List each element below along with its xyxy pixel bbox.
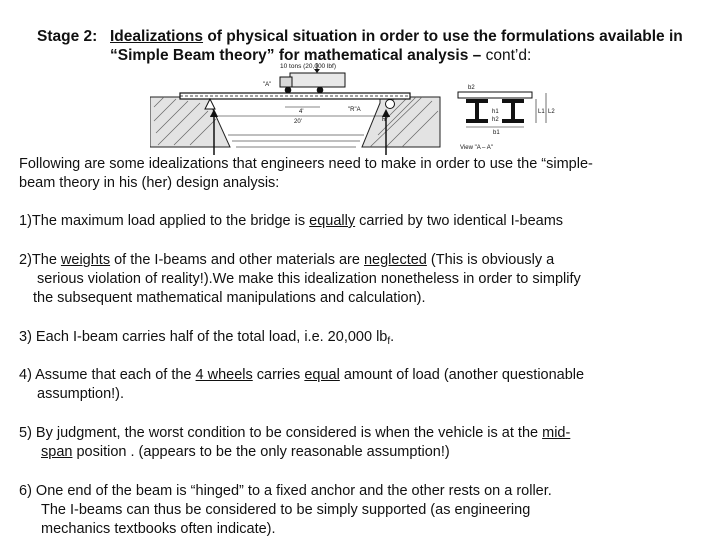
- bridge-figure: [150, 63, 560, 155]
- reaction-a: "R"A: [348, 107, 361, 113]
- item-5-line-2: [19, 443, 570, 462]
- item-3-subscript: f: [387, 336, 391, 347]
- item-2-text-end: (This is obviously a: [426, 252, 555, 268]
- item-1-emphasis: equally: [309, 213, 356, 229]
- stage-label: Stage 2:: [37, 28, 98, 45]
- item-2-line-2: serious violation of reality!).We make this idealization nonetheless in order to simplify: [37, 271, 581, 287]
- item-5-text-end: position . (appears to be the only reasonable assumption!): [72, 444, 450, 460]
- slide-title: [37, 27, 717, 65]
- item-4-wheels: 4 wheels: [195, 367, 253, 383]
- item-4-line-2: assumption!).: [37, 386, 125, 402]
- item-2-weights: weights: [60, 252, 111, 268]
- truck-cab: [280, 77, 292, 87]
- title-line-2-main: “Simple Beam theory” for mathematical analysis –: [110, 47, 486, 64]
- item-4-text-end: amount of load (another questionable: [339, 367, 585, 383]
- item-2-line-3: the subsequent mathematical manipulations and calculation).: [33, 290, 426, 306]
- item-1: [19, 212, 563, 231]
- roller-support: [386, 100, 395, 109]
- dim-a-label: "A": [263, 82, 272, 88]
- dim-b1: b1: [493, 130, 500, 136]
- item-2-neglected: neglected: [363, 252, 427, 268]
- item-4-line-1: [19, 366, 584, 385]
- title-line-1-rest: of physical situation in order to use the formulations available in: [203, 28, 683, 45]
- item-6: [19, 482, 552, 539]
- truck-wheel-rear: [317, 87, 324, 94]
- title-idealizations: Idealizations: [110, 28, 204, 45]
- dim-h1: h1: [492, 109, 499, 115]
- left-bank: [150, 97, 230, 147]
- item-2-text: 2)The: [19, 252, 61, 268]
- item-5-line-1: [19, 424, 570, 443]
- item-4-equal: equal: [304, 367, 340, 383]
- item-5: [19, 424, 570, 462]
- item-5-span: span: [41, 444, 73, 460]
- water-lines: [228, 135, 364, 147]
- item-6-line-3: mechanics textbooks often indicate).: [41, 521, 276, 537]
- item-1-text: 1)The maximum load applied to the bridge is: [19, 213, 310, 229]
- dim-h2: h2: [492, 117, 499, 123]
- dim-4-label: 4': [299, 109, 304, 115]
- item-4: [19, 366, 584, 404]
- title-line-1: [37, 27, 717, 46]
- dim-l1: L1: [538, 109, 545, 115]
- truck-body: [290, 73, 345, 87]
- item-5-text: 5) By judgment, the worst condition to be considered is when the vehicle is at the: [19, 425, 543, 441]
- intro-paragraph: [19, 155, 593, 193]
- dim-20-label: 20': [294, 119, 302, 125]
- item-1-text-end: carried by two identical I-beams: [355, 213, 564, 229]
- intro-line-1: Following are some idealizations that engineers need to make in order to use the “simple-: [19, 156, 593, 172]
- title-contd: cont’d:: [485, 47, 532, 64]
- dim-l2: L2: [548, 109, 555, 115]
- view-label: View "A – A": [460, 145, 493, 151]
- dim-b2: b2: [468, 85, 475, 91]
- item-5-mid: mid-: [542, 425, 571, 441]
- item-6-line-1: 6) One end of the beam is “hinged” to a fixed anchor and the other rests on a roller.: [19, 483, 552, 499]
- item-4-text-mid: carries: [252, 367, 305, 383]
- item-2-line-1: [19, 251, 581, 270]
- truck-wheel-front: [285, 87, 292, 94]
- section-deck: [458, 92, 532, 98]
- item-3: [19, 328, 394, 351]
- intro-line-2: beam theory in his (her) design analysis:: [19, 175, 280, 191]
- item-2-text-mid: of the I-beams and other materials are: [110, 252, 364, 268]
- item-3-text: 3) Each I-beam carries half of the total load, i.e. 20,000 lb: [19, 329, 388, 345]
- item-6-line-2: The I-beams can thus be considered to be simply supported (as engineering: [41, 502, 531, 518]
- item-4-text: 4) Assume that each of the: [19, 367, 196, 383]
- reaction-b: R: [382, 117, 387, 123]
- item-2: [19, 251, 581, 308]
- load-label: 10 tons (20,000 lbf): [280, 63, 337, 70]
- item-3-period: .: [390, 329, 395, 345]
